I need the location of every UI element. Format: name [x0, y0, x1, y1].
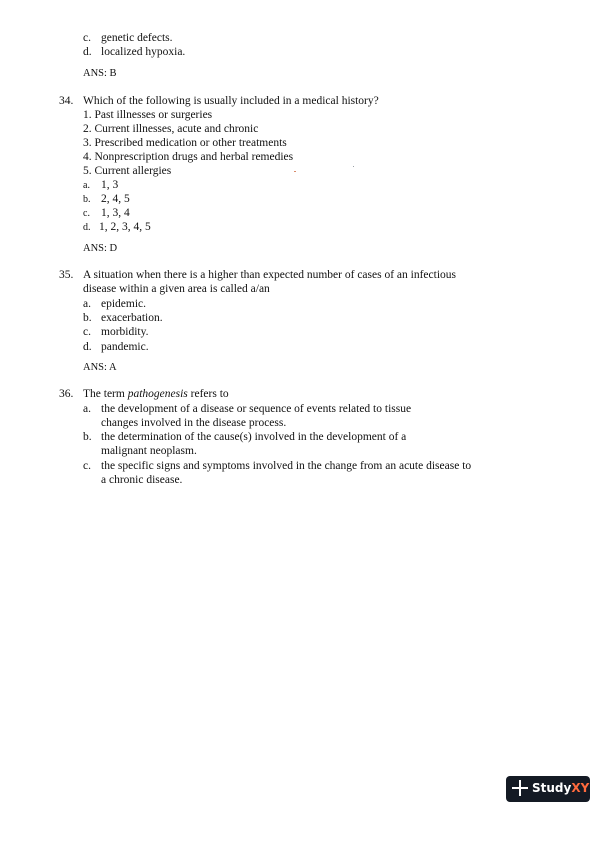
stray-mark [353, 166, 354, 167]
question-number: 36. [59, 388, 74, 400]
option-text: 1, 3 [101, 179, 119, 191]
list-item: 1. Past illnesses or surgeries [83, 109, 213, 121]
list-item: 3. Prescribed medication or other treatments [83, 137, 287, 149]
question-text-line: A situation when there is a higher than expected number of cases of an infectious [83, 269, 456, 281]
answer-key: ANS: B [83, 68, 117, 79]
option-letter: a. [83, 298, 91, 310]
option-text-line: changes involved in the disease process. [101, 417, 287, 429]
question-text-part: The term [83, 388, 128, 400]
list-item: 4. Nonprescription drugs and herbal remedies [83, 151, 294, 163]
brand-main: Study [532, 781, 572, 795]
option-text: epidemic. [101, 298, 147, 310]
question-term: pathogenesis [127, 388, 188, 400]
option-text-line: the specific signs and symptoms involved in the change from an acute disease to [101, 460, 472, 472]
option-text: genetic defects. [101, 32, 173, 44]
option-letter: c. [83, 326, 91, 338]
question-text [83, 387, 229, 401]
option-text: exacerbation. [101, 312, 163, 324]
question-number: 34. [59, 95, 74, 107]
option-text-line: the development of a disease or sequence of events related to tissue [101, 403, 412, 415]
brand-accent: XY [571, 781, 590, 795]
option-text-line: a chronic disease. [101, 474, 183, 486]
option-letter: d. [83, 341, 92, 353]
option-letter: a. [83, 403, 91, 415]
answer-key: ANS: A [83, 362, 117, 373]
option-text: localized hypoxia. [101, 46, 186, 58]
option-letter: c. [83, 460, 91, 472]
option-text: 1, 2, 3, 4, 5 [99, 221, 151, 233]
option-letter: d. [83, 46, 92, 58]
option-text-line: the determination of the cause(s) involved in the development of a [101, 431, 407, 443]
list-item: 2. Current illnesses, acute and chronic [83, 123, 259, 135]
question-text-line: disease within a given area is called a/an [83, 283, 270, 295]
answer-key: ANS: D [83, 243, 118, 254]
option-text: morbidity. [101, 326, 149, 338]
option-text: pandemic. [101, 341, 149, 353]
option-text-line: malignant neoplasm. [101, 445, 197, 457]
stray-mark [294, 171, 296, 172]
brand-label [532, 781, 589, 795]
question-number: 35. [59, 269, 74, 281]
option-letter: c. [83, 208, 90, 219]
list-item: 5. Current allergies [83, 165, 172, 177]
option-text: 2, 4, 5 [101, 193, 130, 205]
option-letter: b. [83, 431, 92, 443]
option-letter: b. [83, 312, 92, 324]
question-text-part: refers to [187, 388, 229, 400]
option-letter: c. [83, 32, 91, 44]
studyxy-badge[interactable] [506, 776, 590, 802]
option-letter: d. [83, 222, 91, 233]
option-text: 1, 3, 4 [101, 207, 130, 219]
option-letter: a. [83, 180, 90, 191]
question-text: Which of the following is usually included in a medical history? [83, 95, 379, 107]
option-letter: b. [83, 194, 91, 205]
plus-icon [512, 780, 528, 796]
